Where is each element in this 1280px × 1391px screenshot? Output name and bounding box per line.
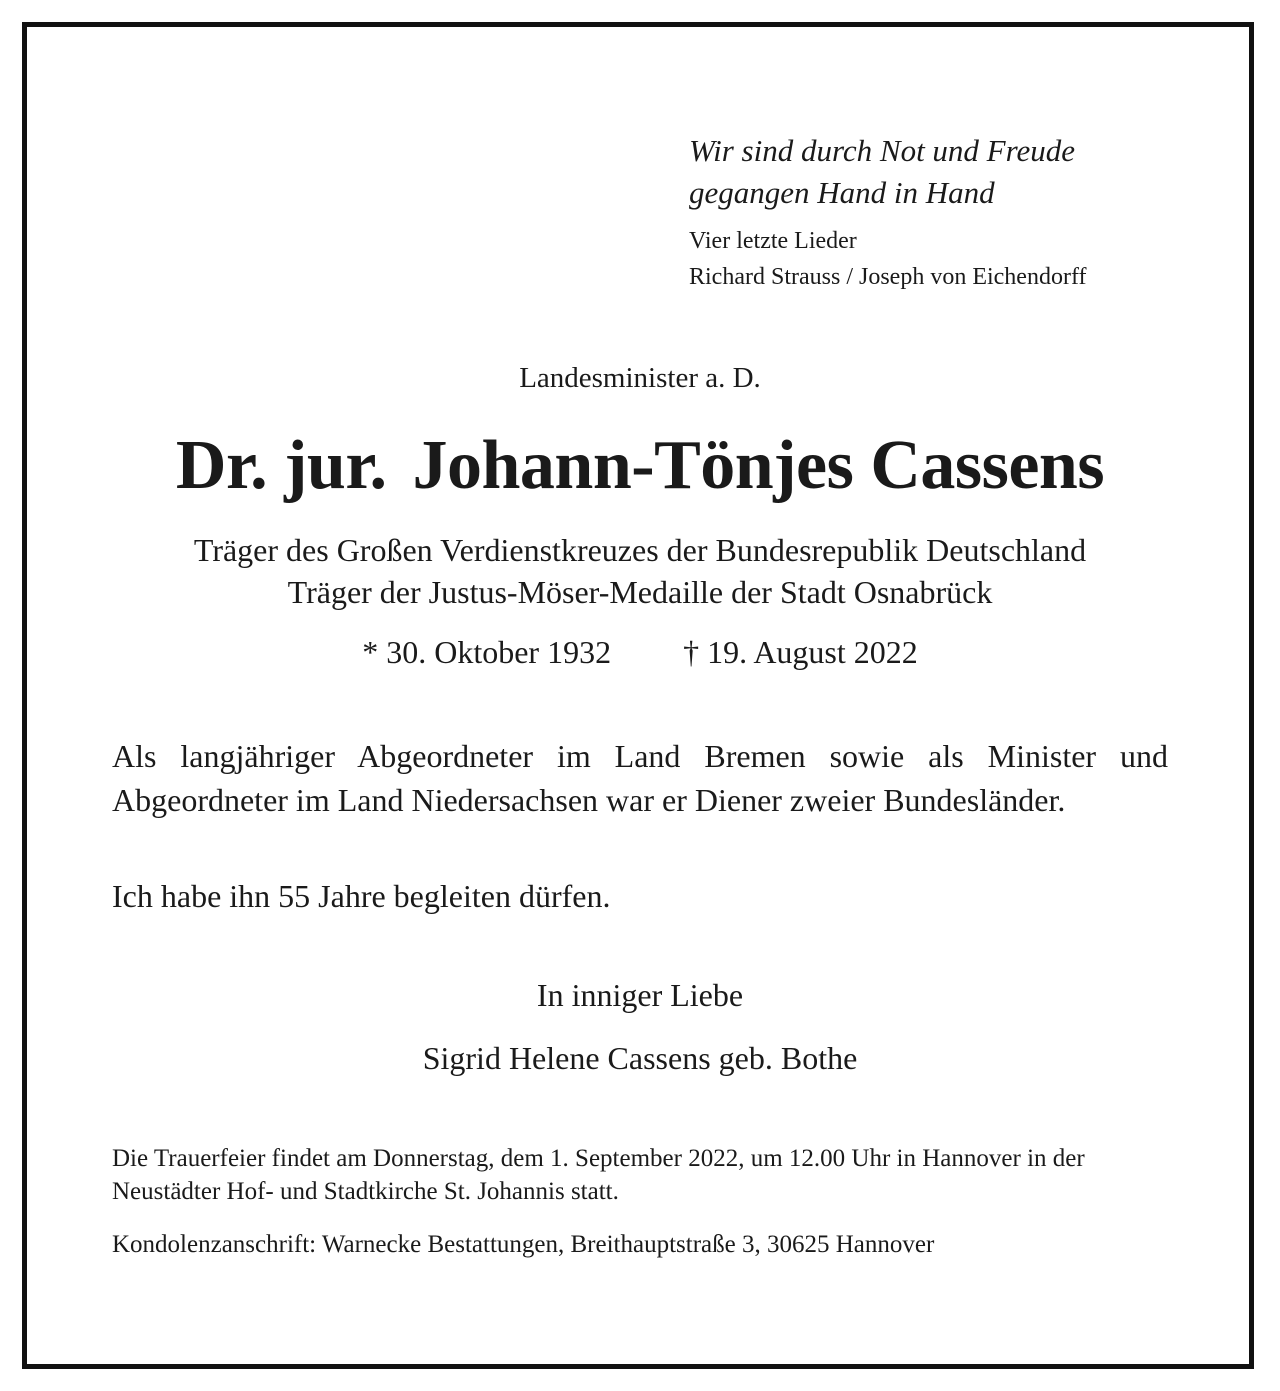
deceased-name	[0, 424, 1280, 508]
death-date: † 19. August 2022	[683, 634, 918, 670]
name-prefix: Dr. jur.	[175, 427, 387, 504]
deceased-title: Landesminister a. D.	[519, 362, 761, 394]
tribute-paragraph: Als langjähriger Abgeordneter im Land Bremen sowie als Minister und Abgeordneter im Land Niedersachsen war er Diener zweier Bundesländer.	[112, 738, 1168, 818]
personal-paragraph: Ich habe ihn 55 Jahre begleiten dürfen.	[112, 878, 611, 914]
birth-date: * 30. Oktober 1932	[362, 634, 612, 670]
life-dates	[0, 632, 1280, 672]
honor-1: Träger des Großen Verdienstkreuzes der Bundesrepublik Deutschland	[193, 532, 1087, 568]
signer-name: Sigrid Helene Cassens geb. Bothe	[422, 1040, 858, 1076]
honor-2: Träger der Justus-Möser-Medaille der Stadt Osnabrück	[287, 574, 993, 610]
motto-line-2: gegangen Hand in Hand	[689, 175, 995, 210]
closing-phrase: In inniger Liebe	[536, 977, 744, 1013]
motto-source-work: Vier letzte Lieder	[689, 228, 857, 254]
motto-source-authors: Richard Strauss / Joseph von Eichendorff	[689, 264, 1087, 290]
name-main: Johann-Tönjes Cassens	[412, 427, 1105, 504]
funeral-notice: Die Trauerfeier findet am Donnerstag, dem 1. September 2022, um 12.00 Uhr in Hannover in der Neustädter Hof- und Stadtkirche St. Johannis statt.	[112, 1145, 1085, 1205]
motto-line-1: Wir sind durch Not und Freude	[689, 133, 1076, 168]
condolence-address: Kondolenzanschrift: Warnecke Bestattungen, Breithauptstraße 3, 30625 Hannover	[112, 1231, 935, 1258]
